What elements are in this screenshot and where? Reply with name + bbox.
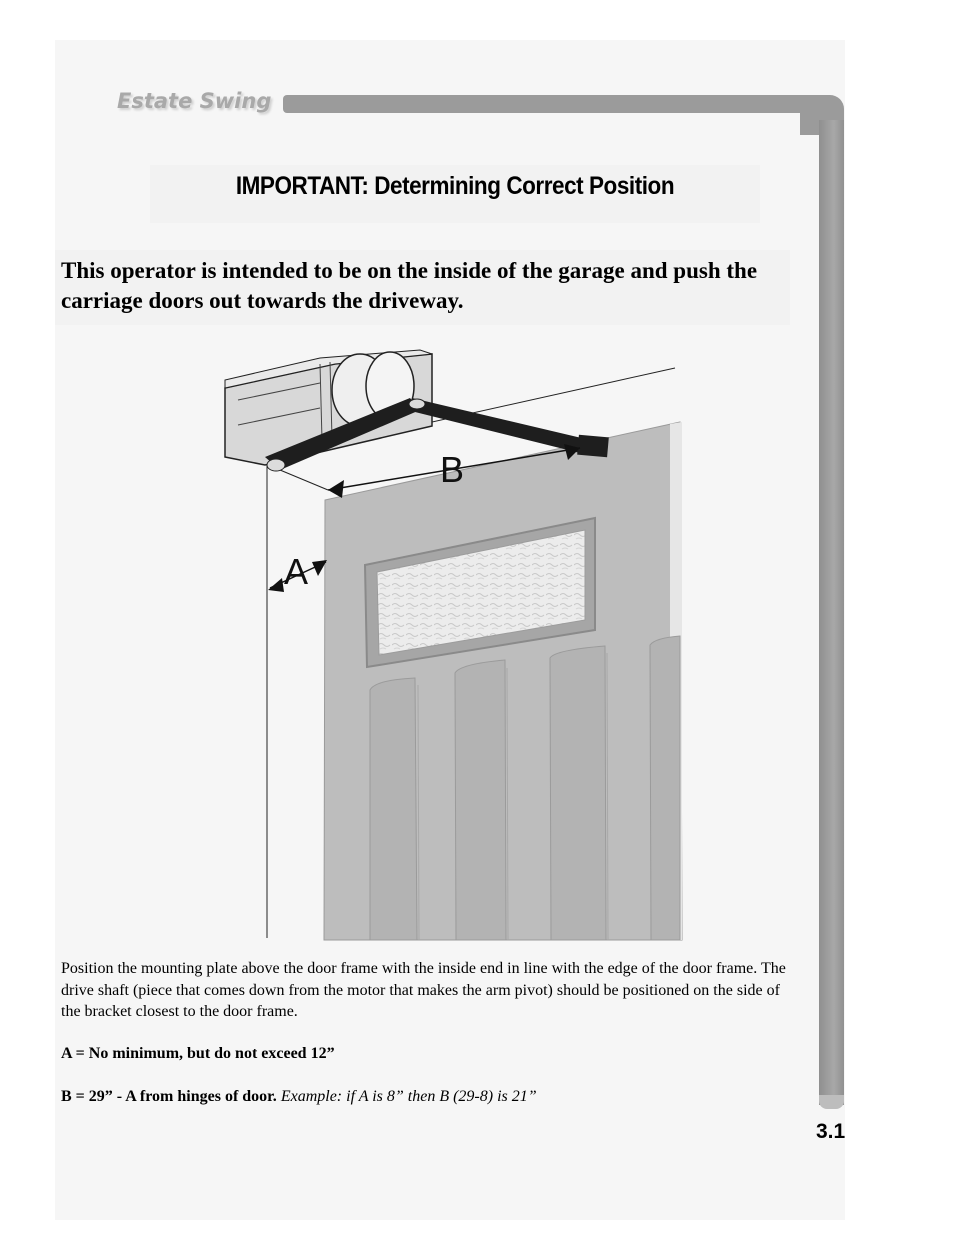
door-panel	[455, 660, 506, 940]
page-number: 3.1	[816, 1120, 846, 1143]
header-bar	[283, 95, 813, 113]
rule-b-example: Example: if A is 8” then B (29-8) is 21”	[280, 1088, 537, 1105]
side-bar	[819, 120, 844, 1105]
brand-logo: Estate Swing	[117, 89, 272, 113]
door-panel	[650, 636, 680, 940]
door	[324, 422, 682, 940]
side-bar-end	[819, 1095, 844, 1109]
instructions-paragraph: Position the mounting plate above the door frame with the inside end in line with the edge of the door frame. The drive shaft (piece that comes down from the motor that makes the arm pivot) should be positioned on the side of the bracket closest to the door frame.	[61, 960, 786, 1020]
intro-text: This operator is intended to be on the inside of the garage and push the carriage doors out towards the driveway.	[61, 258, 758, 313]
door-panel	[370, 678, 417, 940]
door-panel	[550, 646, 606, 940]
label-b: B	[440, 449, 465, 490]
rule-b	[61, 1088, 537, 1106]
label-a: A	[284, 551, 309, 592]
door-diagram	[210, 340, 700, 950]
rule-a: A = No minimum, but do not exceed 12”	[61, 1045, 335, 1062]
rule-b-formula: B = 29” - A from hinges of door.	[61, 1088, 277, 1105]
page-title: IMPORTANT: Determining Correct Position	[235, 172, 675, 200]
